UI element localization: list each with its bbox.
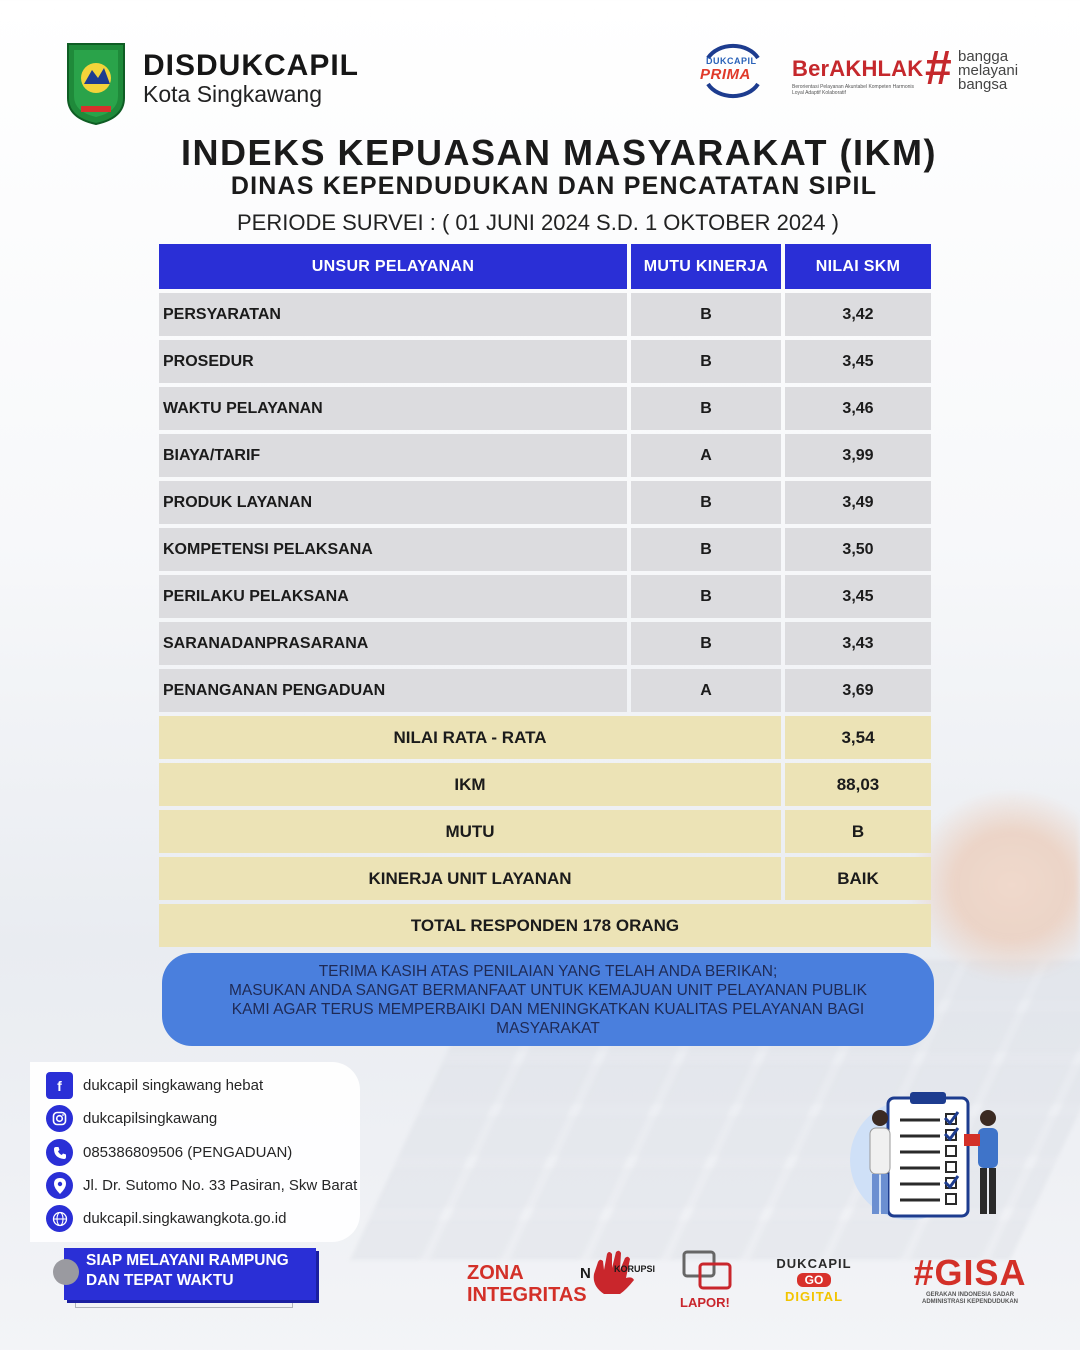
cell-nilai: 3,99 xyxy=(785,434,931,477)
zona-integritas-logo xyxy=(467,1262,587,1306)
summary-row xyxy=(159,716,931,759)
summary-row xyxy=(159,904,931,947)
cell-mutu: B xyxy=(631,575,781,618)
ribbon-line: DAN TEPAT WAKTU xyxy=(86,1272,234,1289)
summary-label: IKM xyxy=(159,763,781,806)
bangga-line: bangga xyxy=(958,48,1009,65)
summary-label: NILAI RATA - RATA xyxy=(159,716,781,759)
thank-you-line: MASUKAN ANDA SANGAT BERMANFAAT UNTUK KEMAJUAN UNIT PELAYANAN PUBLIK xyxy=(229,981,867,999)
survey-period: PERIODE SURVEI : ( 01 JUNI 2024 S.D. 1 OKTOBER 2024 ) xyxy=(237,210,839,235)
contact-website[interactable] xyxy=(46,1205,286,1232)
phone-icon xyxy=(46,1139,73,1166)
cell-unsur: KOMPETENSI PELAKSANA xyxy=(159,528,627,571)
red-hand-icon xyxy=(580,1250,658,1298)
cell-unsur: PERILAKU PELAKSANA xyxy=(159,575,627,618)
facebook-icon: f xyxy=(46,1072,73,1099)
background-hand xyxy=(910,790,1080,980)
prima-word: PRIMA xyxy=(700,66,751,83)
summary-block xyxy=(159,716,931,947)
header-nilai: NILAI SKM xyxy=(785,244,931,289)
cell-nilai: 3,42 xyxy=(785,293,931,336)
page-subtitle: DINAS KEPENDUDUKAN DAN PENCATATAN SIPIL xyxy=(230,172,878,200)
table-header xyxy=(159,244,931,289)
table-row xyxy=(159,340,931,383)
contact-text: dukcapilsingkawang xyxy=(83,1110,218,1127)
dgo-digital: DIGITAL xyxy=(784,1289,844,1304)
summary-label: MUTU xyxy=(159,810,781,853)
survey-checklist-illustration-icon xyxy=(848,1088,1018,1228)
page-title: INDEKS KEPUASAN MASYARAKAT (IKM) xyxy=(180,132,938,173)
instagram-icon xyxy=(46,1105,73,1132)
thank-you-line: TERIMA KASIH ATAS PENILAIAN YANG TELAH ANDA BERIKAN; xyxy=(318,962,778,980)
contact-text: dukcapil singkawang hebat xyxy=(83,1077,264,1094)
cell-unsur: PERSYARATAN xyxy=(159,293,627,336)
header-mutu: MUTU KINERJA xyxy=(631,244,781,289)
bangga-line: melayani xyxy=(958,62,1019,79)
gisa-tag: ADMINISTRASI KEPENDUDUKAN xyxy=(921,1299,1018,1305)
cell-unsur: PRODUK LAYANAN xyxy=(159,481,627,524)
contact-phone[interactable] xyxy=(46,1139,292,1166)
korupsi-text: KORUPSI xyxy=(614,1264,656,1274)
gisa-word: #GISA xyxy=(913,1252,1027,1293)
cell-mutu: A xyxy=(631,434,781,477)
table-row xyxy=(159,293,931,336)
total-respondents: TOTAL RESPONDEN 178 ORANG xyxy=(159,904,931,947)
cell-mutu: B xyxy=(631,528,781,571)
hash-icon: # xyxy=(925,42,952,95)
anti-korupsi-logo xyxy=(580,1250,658,1298)
location-pin-icon xyxy=(46,1172,73,1199)
zona-line: ZONA xyxy=(467,1262,524,1284)
cell-mutu: B xyxy=(631,387,781,430)
svg-text:N: N xyxy=(580,1265,591,1282)
cell-mutu: A xyxy=(631,669,781,712)
table-row xyxy=(159,387,931,430)
table-row xyxy=(159,575,931,618)
zona-line: INTEGRITAS xyxy=(467,1284,587,1306)
cell-unsur: SARANADANPRASARANA xyxy=(159,622,627,665)
summary-value: 88,03 xyxy=(785,763,931,806)
summary-value: BAIK xyxy=(785,857,931,900)
ribbon-line: SIAP MELAYANI RAMPUNG xyxy=(86,1252,289,1269)
dukcapil-go-digital-logo xyxy=(762,1256,866,1304)
bangga-line: bangsa xyxy=(958,76,1008,93)
cell-mutu: B xyxy=(631,293,781,336)
summary-row xyxy=(159,763,931,806)
cell-nilai: 3,50 xyxy=(785,528,931,571)
contact-facebook[interactable] xyxy=(46,1072,263,1099)
brand-subtitle: Kota Singkawang xyxy=(143,81,323,107)
cell-nilai: 3,46 xyxy=(785,387,931,430)
summary-row xyxy=(159,857,931,900)
lapor-text: LAPOR! xyxy=(680,1295,730,1310)
ikm-table xyxy=(159,244,931,947)
cell-unsur: BIAYA/TARIF xyxy=(159,434,627,477)
brand-block xyxy=(143,50,359,106)
cell-nilai: 3,69 xyxy=(785,669,931,712)
table-row xyxy=(159,434,931,477)
summary-label: KINERJA UNIT LAYANAN xyxy=(159,857,781,900)
contact-address[interactable] xyxy=(46,1172,357,1199)
summary-row xyxy=(159,810,931,853)
berakhlak-tagline: Berorientasi Pelayanan Akuntabel Kompeten Harmonis Loyal Adaptif Kolaboratif xyxy=(792,84,915,96)
cell-nilai: 3,43 xyxy=(785,622,931,665)
bangga-melayani-bangsa xyxy=(958,50,1018,92)
header-unsur: UNSUR PELAYANAN xyxy=(159,244,627,289)
service-ribbon xyxy=(64,1248,316,1300)
prima-top-text: DUKCAPIL xyxy=(706,56,757,66)
thank-you-line: KAMI AGAR TERUS MEMPERBAIKI DAN MENINGKATKAN KUALITAS PELAYANAN BAGI xyxy=(231,1000,865,1018)
berakhlak-word: BerAKHLAK xyxy=(792,56,924,81)
cell-unsur: PROSEDUR xyxy=(159,340,627,383)
contact-instagram[interactable] xyxy=(46,1105,217,1132)
summary-value: 3,54 xyxy=(785,716,931,759)
cell-unsur: WAKTU PELAYANAN xyxy=(159,387,627,430)
thank-you-line: MASYARAKAT xyxy=(496,1019,600,1037)
cell-mutu: B xyxy=(631,340,781,383)
gisa-tag: GERAKAN INDONESIA SADAR xyxy=(925,1292,1015,1298)
cell-nilai: 3,45 xyxy=(785,340,931,383)
dgo-top: DUKCAPIL xyxy=(776,1256,852,1271)
contact-text: Jl. Dr. Sutomo No. 33 Pasiran, Skw Barat xyxy=(83,1177,358,1194)
cell-mutu: B xyxy=(631,481,781,524)
table-body xyxy=(159,293,931,712)
table-row xyxy=(159,528,931,571)
table-row xyxy=(159,622,931,665)
thank-you-message xyxy=(162,953,934,1046)
gisa-logo xyxy=(890,1254,1050,1306)
summary-value: B xyxy=(785,810,931,853)
contact-text: dukcapil.singkawangkota.go.id xyxy=(83,1210,287,1227)
cell-mutu: B xyxy=(631,622,781,665)
dukcapil-prima-logo xyxy=(698,38,768,100)
cell-nilai: 3,49 xyxy=(785,481,931,524)
globe-icon xyxy=(46,1205,73,1232)
cell-nilai: 3,45 xyxy=(785,575,931,618)
brand-name: DISDUKCAPIL xyxy=(143,49,360,82)
singkawang-emblem-icon xyxy=(64,40,128,126)
table-row xyxy=(159,669,931,712)
dgo-go: GO xyxy=(797,1273,832,1287)
cell-unsur: PENANGANAN PENGADUAN xyxy=(159,669,627,712)
contact-text: 085386809506 (PENGADUAN) xyxy=(83,1144,293,1161)
table-row xyxy=(159,481,931,524)
berakhlak-logo xyxy=(792,56,922,96)
ribbon-dot xyxy=(53,1259,79,1285)
